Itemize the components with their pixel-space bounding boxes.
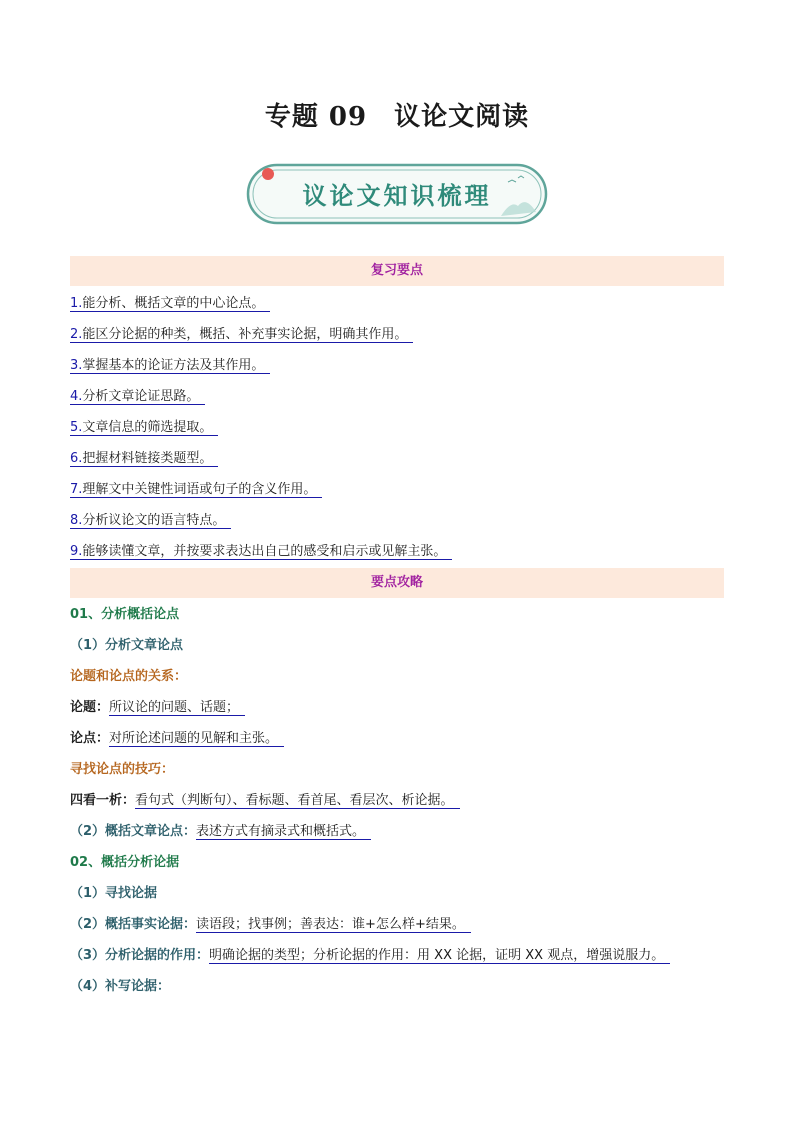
definition-line: （2）概括文章论点：表述方式有摘录式和概括式。 bbox=[70, 823, 371, 841]
list-item: 4.分析文章论证思路。 bbox=[70, 388, 205, 406]
subheading: （1）寻找论据 bbox=[70, 886, 158, 901]
list-item: 5.文章信息的筛选提取。 bbox=[70, 419, 218, 437]
heading-02: 02、概括分析论据 bbox=[70, 855, 180, 870]
definition-line: （2）概括事实论据：读语段；找事例；善表达：谁+怎么样+结果。 bbox=[70, 916, 471, 934]
list-item: 9.能够读懂文章，并按要求表达出自己的感受和启示或见解主张。 bbox=[70, 543, 452, 561]
section-banner bbox=[246, 162, 548, 226]
subheading: （4）补写论据： bbox=[70, 979, 171, 994]
list-item: 7.理解文中关键性词语或句子的含义作用。 bbox=[70, 481, 322, 499]
list-item: 2.能区分论据的种类，概括、补充事实论据，明确其作用。 bbox=[70, 326, 413, 344]
heading-01: 01、分析概括论点 bbox=[70, 607, 180, 622]
definition-line: 四看一析：看句式（判断句）、看标题、看首尾、看层次、析论据。 bbox=[70, 792, 460, 810]
definition-line: 论题：所议论的问题、话题； bbox=[70, 699, 245, 717]
page-title: 专题 09 议论文阅读 bbox=[264, 102, 530, 132]
list-item: 1.能分析、概括文章的中心论点。 bbox=[70, 295, 270, 313]
subheading: （1）分析文章论点 bbox=[70, 638, 184, 653]
subheading: 寻找论点的技巧： bbox=[70, 762, 175, 777]
list-item: 6.把握材料链接类题型。 bbox=[70, 450, 218, 468]
definition-line: 论点：对所论述问题的见解和主张。 bbox=[70, 730, 284, 748]
definition-line: （3）分析论据的作用：明确论据的类型；分析论据的作用：用 XX 论据，证明 XX 观点，增强说服力。 bbox=[70, 947, 670, 965]
list-item: 8.分析议论文的语言特点。 bbox=[70, 512, 231, 530]
section-heading-strategy: 要点攻略 bbox=[70, 568, 724, 598]
list-item: 3.掌握基本的论证方法及其作用。 bbox=[70, 357, 270, 375]
banner-title: 议论文知识梳理 bbox=[302, 182, 492, 210]
subheading: 论题和论点的关系： bbox=[70, 669, 188, 684]
section-heading-review: 复习要点 bbox=[70, 256, 724, 286]
